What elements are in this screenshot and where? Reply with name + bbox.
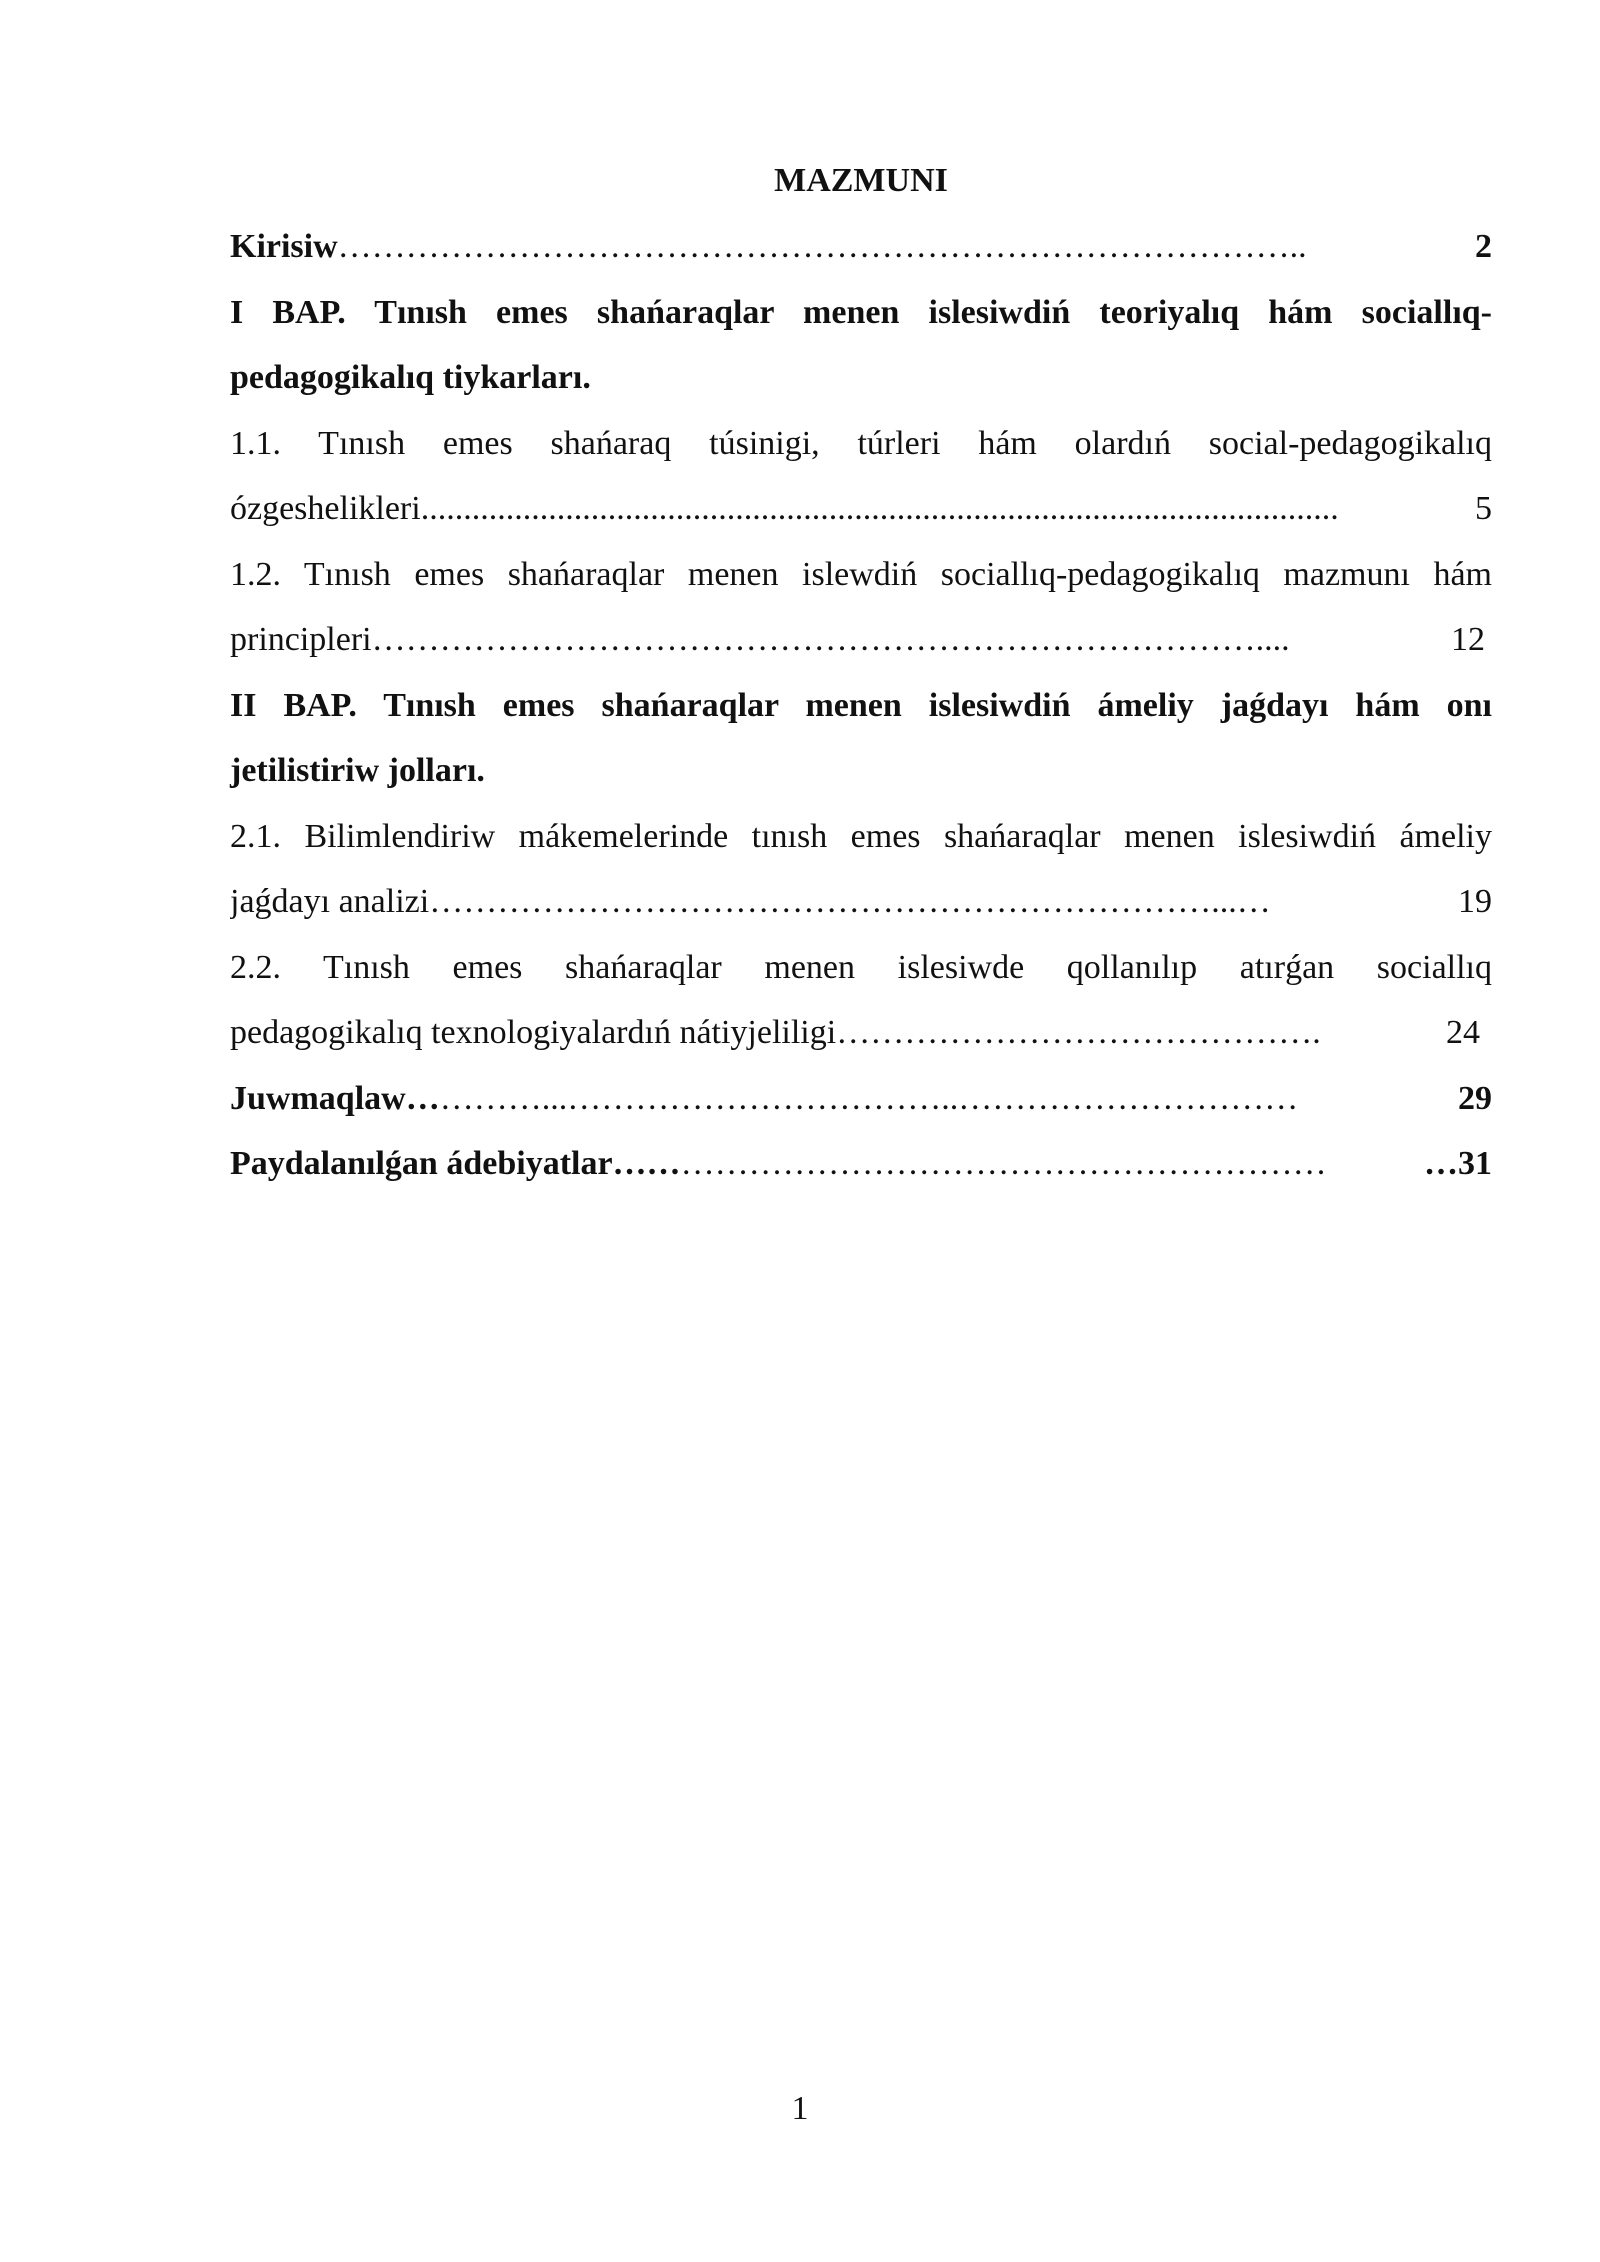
toc-section-1-1-line-1: 1.1. Tınısh emes shańaraq túsinigi, túrleri hám olardıń social-pedagogikalıq	[230, 424, 1492, 462]
page-title: MAZMUNI	[774, 162, 948, 199]
toc-chapter-1-line-2: pedagogikalıq tiykarları.	[230, 359, 591, 396]
toc-chapter-2-line-1: II BAP. Tınısh emes shańaraqlar menen islesiwdiń ámeliy jaǵdayı hám onı	[230, 686, 1492, 724]
toc-label: jaǵdayı analizi	[230, 883, 430, 920]
toc-leader: ............................................................................................................	[420, 490, 1339, 527]
toc-leader: …………………………………………………………………………..	[337, 228, 1307, 265]
page-number: 1	[791, 2090, 809, 2127]
toc-chapter-1-line-1: I BAP. Tınısh emes shańaraqlar menen islesiwdiń teoriyalıq hám sociallıq-	[230, 293, 1492, 331]
toc-page-number: …31	[1424, 1145, 1492, 1182]
toc-label: principleri	[230, 621, 372, 658]
toc-page-number: 2	[1475, 228, 1492, 265]
toc-leader: ………...……………………………..…………………………	[439, 1079, 1299, 1117]
toc-leader: …………………………………………………	[680, 1145, 1327, 1182]
toc-label: Kirisiw	[230, 228, 338, 265]
toc-chapter-2-line-2: jetilistiriw jolları.	[230, 752, 485, 789]
toc-page-number: 29	[1458, 1079, 1492, 1117]
toc-page-number: 12	[1451, 621, 1485, 658]
toc-entry-2-2	[230, 1000, 1480, 1066]
toc-label: Paydalanılǵan ádebiyatlar……	[230, 1145, 681, 1182]
toc-leader: ……………………………………………………………………....	[371, 621, 1290, 658]
toc-label: ózgeshelikleri	[230, 490, 421, 527]
toc-page-number: 19	[1458, 883, 1492, 920]
toc-section-1-2-line-1: 1.2. Tınısh emes shańaraqlar menen islewdiń sociallıq-pedagogikalıq mazmunı hám	[230, 555, 1492, 593]
toc-section-2-1-line-1: 2.1. Bilimlendiriw mákemelerinde tınısh emes shańaraqlar menen islesiwdiń ámeliy	[230, 817, 1492, 855]
toc-entry-1-1	[230, 476, 1492, 542]
table-of-contents	[230, 148, 1492, 1197]
toc-label: pedagogikalıq texnologiyalardıń nátiyjeliligi	[230, 1014, 837, 1051]
toc-page-number: 24	[1446, 1014, 1480, 1051]
toc-entry-2-1	[230, 869, 1492, 935]
toc-leader: …………………………………….	[836, 1014, 1321, 1051]
toc-leader: ……………………………………………………………...…	[429, 883, 1271, 920]
toc-entry-references	[230, 1131, 1492, 1197]
toc-label: Juwmaqlaw…	[230, 1079, 440, 1117]
toc-entry-1-2	[230, 607, 1485, 673]
toc-entry-intro	[230, 214, 1492, 280]
toc-section-2-2-line-1: 2.2. Tınısh emes shańaraqlar menen islesiwde qollanılıp atırǵan sociallıq	[230, 948, 1492, 986]
toc-page-number: 5	[1475, 490, 1492, 527]
toc-entry-conclusion	[230, 1066, 1492, 1132]
